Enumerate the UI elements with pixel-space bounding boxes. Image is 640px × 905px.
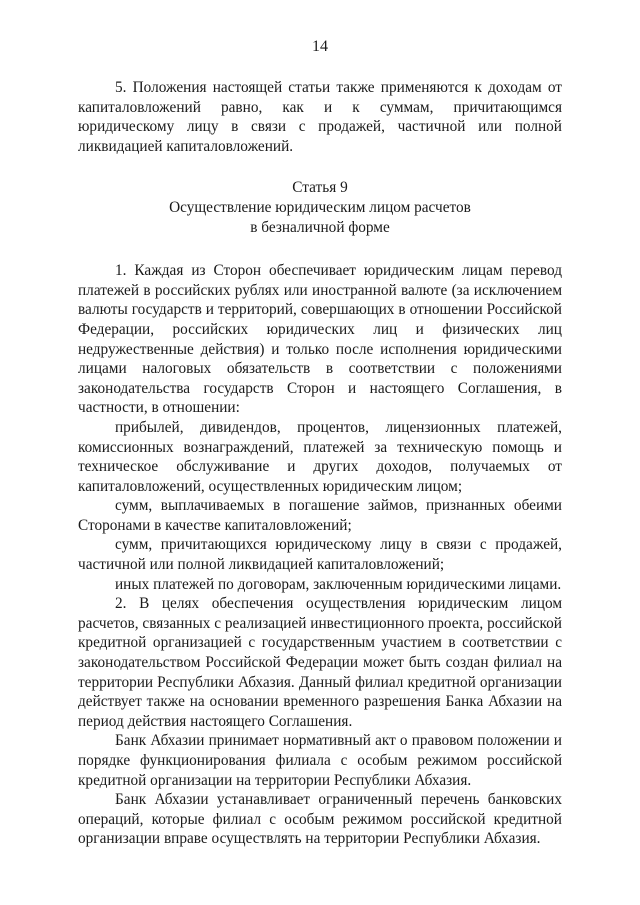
article-heading [78, 178, 562, 237]
document-body [78, 78, 562, 849]
list-item-loan-repayments: сумм, выплачиваемых в погашение займов, признанных обеими Сторонами в качестве капиталовложений; [78, 497, 562, 534]
paragraph-5-prior-article: 5. Положения настоящей статьи также применяются к доходам от капиталовложений равно, как и к суммам, причитающимся юридическому лицу в связи с продажей, частичной или полной ликвидацией капиталовложений. [78, 79, 562, 155]
paragraph-bank-normative-act: Банк Абхазии принимает нормативный акт о правовом положении и порядке функционирования филиала с особым режимом российской кредитной организации на территории Республики Абхазия. [78, 732, 562, 789]
article-subtitle-line-2: в безналичной форме [250, 218, 390, 236]
paragraph-bank-operations: Банк Абхазии устанавливает ограниченный перечень банковских операций, которые филиал с особым режимом российской кредитной организации вправе осуществлять на территории Республики Абхазия. [78, 791, 562, 848]
list-item-liquidation-sums: сумм, причитающихся юридическому лицу в связи с продажей, частичной или полной ликвидацией капиталовложений; [78, 536, 562, 574]
paragraph-2: 2. В целях обеспечения осуществления юридическим лицом расчетов, связанных с реализацией инвестиционного проекта, российской кредитной организацией с государственным участием в соответствии с законодательством Российской Федерации может быть создан филиал на территории Республики Абхазия. Данный филиал кредитной организации действует также на основании временного разрешения Банка Абхазии на период действия настоящего Соглашения. [78, 595, 562, 730]
list-item-profits: прибылей, дивидендов, процентов, лицензионных платежей, комиссионных вознаграждений, платежей за техническую помощь и техническое обслуживание и других доходов, получаемых от капиталовложений, осуществленных юридическим лицом; [78, 418, 562, 495]
list-item-other-payments: иных платежей по договорам, заключенным юридическими лицами. [115, 575, 562, 593]
article-title: Статья 9 [292, 179, 348, 197]
page-number: 14 [312, 38, 328, 55]
article-subtitle-line-1: Осуществление юридическим лицом расчетов [169, 198, 471, 216]
paragraph-1: 1. Каждая из Сторон обеспечивает юридическим лицам перевод платежей в российских рублях или иностранной валюте (за исключением валюты государств и территорий, совершающих в отношении Российской Федерации, российских юридических лиц и физических лиц недружественные действия) и только после исполнения юридическими лицами налоговых обязательств в соответствии с положениями законодательства государств Сторон и настоящего Соглашения, в частности, в отношении: [78, 262, 562, 417]
